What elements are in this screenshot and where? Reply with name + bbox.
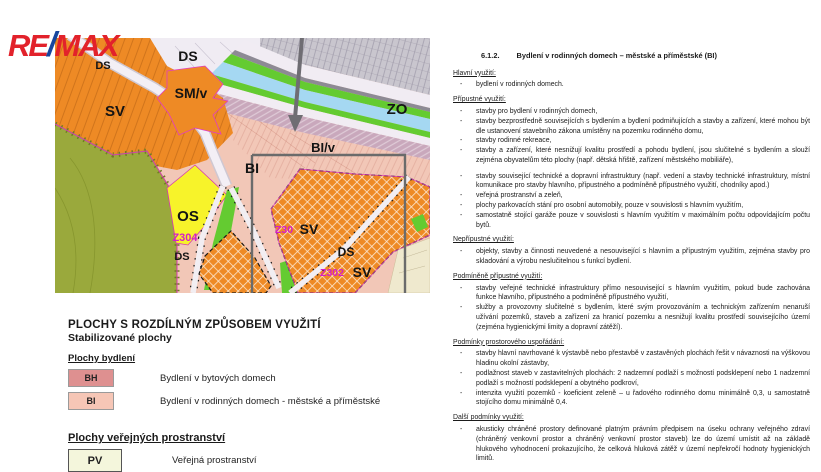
logo-slash: /: [47, 26, 55, 64]
bullet-dash: -: [460, 107, 463, 115]
map-label-zo: ZO: [386, 101, 408, 118]
remax-logo: [8, 28, 117, 62]
legend-code-bh: BH: [84, 373, 98, 383]
legend-code-bi: BI: [86, 396, 96, 406]
doc-bullet-item: [453, 146, 810, 166]
doc-section: [453, 95, 810, 230]
bullet-text: veřejná prostranství a zeleň,: [476, 192, 563, 200]
bullet-text: stavby veřejné technické infrastruktury přímo nesouvisející s hlavním využitím, pokud bude zachována funkce hlavního, přípustného a podmíněně přípustného využití,: [476, 284, 810, 302]
legend-group-heading-prostranstvi: Plochy veřejných prostranství: [68, 432, 226, 444]
map-label-ds-2: DS: [178, 48, 198, 64]
bullet-dash: -: [460, 211, 463, 219]
map-label-sv-3: SV: [352, 264, 372, 280]
doc-bullet-item: [453, 389, 810, 409]
bullet-text: bydlení v rodinných domech.: [476, 81, 564, 89]
doc-section: [453, 272, 810, 333]
bullet-dash: -: [460, 117, 463, 125]
logo-max: MAX: [54, 28, 118, 63]
doc-bullet-item: [453, 247, 810, 267]
legend-code-pv: PV: [87, 454, 103, 467]
bullet-text: intenzita využití pozemků - koeficient zeleně – u řadového rodinného domu minimálně 0,3, u samostatně stojícího domu minimálně 0,4.: [476, 389, 810, 407]
legend-swatch-bi: [68, 392, 114, 410]
document-heading-number: 6.1.2.: [481, 51, 500, 60]
bullet-text: stavby související technické a dopravní infrastruktury (např. vedení a stavby technické infrastruktury, místní komunikace pro stavby hlavního, přípustného a podmíněně přípustného využití, chodníky apod.): [476, 172, 810, 190]
legend-row-pv: [68, 449, 408, 472]
doc-section-title: Podmínky prostorového uspořádání:: [453, 338, 565, 346]
doc-section-title: Další podmínky využití:: [453, 414, 524, 422]
legend-label-bh: Bydlení v bytových domech: [160, 372, 276, 384]
document-sections: [453, 69, 810, 465]
legend-label-pv: Veřejná prostranství: [172, 455, 257, 466]
map-label-sv-2: SV: [299, 221, 319, 237]
doc-section-title: Přípustné využití:: [453, 96, 506, 104]
doc-bullet-item: [453, 369, 810, 389]
document-heading-title: Bydlení v rodinných domech – městské a příměstské (BI): [516, 51, 717, 60]
bullet-dash: -: [460, 202, 463, 210]
bullet-dash: -: [460, 81, 463, 89]
map-legend: [68, 319, 408, 472]
bullet-text: stavby bezprostředně souvisejících s bydlením a bydlení podmiňujících a stavby a zařízení, které mohou být dle ustanovení stavebního zákona umístěny na pozemku rodinného domu,: [476, 117, 810, 135]
map-label-ds-3: DS: [174, 251, 190, 263]
doc-bullet-item: [453, 349, 810, 369]
document-column: [453, 51, 810, 464]
map-label-sv-1: SV: [104, 103, 126, 120]
map-label-ds-1: DS: [95, 60, 111, 72]
logo-re: RE: [8, 28, 48, 63]
bullet-dash: -: [460, 147, 463, 155]
map-label-smv: SM/v: [174, 85, 208, 101]
doc-bullet-item: [453, 284, 810, 304]
bullet-dash: -: [460, 137, 463, 145]
doc-bullet-item: [453, 107, 810, 117]
doc-bullet-item: [453, 172, 810, 192]
doc-bullet-item: [453, 191, 810, 201]
map-label-z302: Z302: [320, 267, 344, 279]
bullet-text: samostatně stojící garáže pouze v souvislosti s hlavním využitím v maximálním počtu odpovídajícím počtu bytů.: [476, 211, 810, 229]
bullet-text: stavby pro bydlení v rodinných domech,: [476, 107, 598, 115]
doc-bullet-item: [453, 117, 810, 137]
doc-section: [453, 69, 810, 91]
legend-title: PLOCHY S ROZDÍLNÝM ZPŮSOBEM VYUŽITÍ: [68, 319, 321, 331]
bullet-text: akusticky chráněné prostory definované platným právním předpisem na úseku ochrany veřejného zdraví (chráněný venkovní prostor a chráněný venkovní prostor staveb) lze do území umístit až na základě hlukového vyhodnocení prokazujícího, že celková hluková zátěž v území nepřekročí hodnoty hygienických limitů.: [476, 426, 810, 463]
bullet-dash: -: [460, 370, 463, 378]
doc-bullet-item: [453, 211, 810, 231]
legend-subtitle: Stabilizované plochy: [68, 332, 172, 344]
legend-row-bi: [68, 392, 408, 410]
bullet-text: stavby hlavní navrhované k výstavbě nebo přestavbě v zastavěných plochách řešit v návaznosti na výškovou hladinu okolní zástavby,: [476, 350, 810, 368]
doc-section-title: Podmíněně přípustné využití:: [453, 272, 543, 280]
map-label-z304: Z304: [172, 232, 198, 244]
doc-section: [453, 235, 810, 266]
bullet-text: stavby rodinné rekreace,: [476, 137, 552, 145]
doc-bullet-item: [453, 136, 810, 146]
map-label-ds-4: DS: [337, 245, 355, 259]
doc-bullet-item: [453, 425, 810, 464]
bullet-dash: -: [460, 426, 463, 434]
bullet-dash: -: [460, 192, 463, 200]
map-label-z30: Z30: [274, 224, 294, 236]
zoning-map-svg: [55, 38, 430, 293]
doc-bullet-item: [453, 201, 810, 211]
legend-swatch-pv: [68, 449, 122, 472]
doc-section-title: Hlavní využití:: [453, 69, 496, 77]
bullet-dash: -: [460, 389, 463, 397]
bullet-text: služby a provozovny slučitelné s bydlením, které svým provozováním a technickým zařízením nenaruší užívání pozemků, staveb a zařízení za hranicí pozemku a nesnižují kvalitu prostředí souvisejícího území (zejména hygienickými limity a dopravní zátěží).: [476, 304, 810, 331]
bullet-dash: -: [460, 172, 463, 180]
bullet-dash: -: [460, 248, 463, 256]
legend-row-bh: [68, 369, 408, 387]
bullet-dash: -: [460, 304, 463, 312]
document-heading: [453, 51, 810, 62]
legend-swatch-bh: [68, 369, 114, 387]
bullet-dash: -: [460, 350, 463, 358]
legend-label-bi: Bydlení v rodinných domech - městské a příměstské: [160, 395, 381, 407]
doc-section: [453, 413, 810, 464]
map-label-biv: BI/v: [311, 140, 335, 155]
zoning-map: [55, 38, 430, 293]
map-label-os: OS: [177, 208, 199, 225]
bullet-text: podlažnost staveb v zastavitelných plochách: 2 nadzemní podlaží s možností podsklepení nebo 1 nadzemní podlaží s možností podsklepení a obytného podkroví,: [476, 370, 810, 387]
bullet-text: objekty, stavby a činnosti neuvedené a nesouvisející s hlavním a přípustným využitím, zejména stavby pro skladování a výrobu neslučitelnou s funkcí bydlení.: [476, 248, 810, 266]
legend-group-heading-bydleni: Plochy bydlení: [68, 353, 136, 364]
doc-section-title: Nepřípustné využití:: [453, 236, 514, 244]
bullet-text: plochy parkovacích stání pro osobní automobily, pouze v souvislosti s hlavním využitím,: [476, 202, 744, 210]
doc-bullet-item: [453, 303, 810, 332]
map-label-bi: BI: [245, 160, 259, 176]
doc-bullet-item: [453, 80, 810, 90]
bullet-dash: -: [460, 284, 463, 292]
bullet-text: stavby a zařízení, které nesnižují kvalitu prostředí a pohodu bydlení, jsou slučitelné s bydlením a slouží zejména obyvatelům této plochy (např. dětská hřiště, zařízení městského mobiliáře),: [476, 147, 810, 164]
doc-section: [453, 338, 810, 409]
